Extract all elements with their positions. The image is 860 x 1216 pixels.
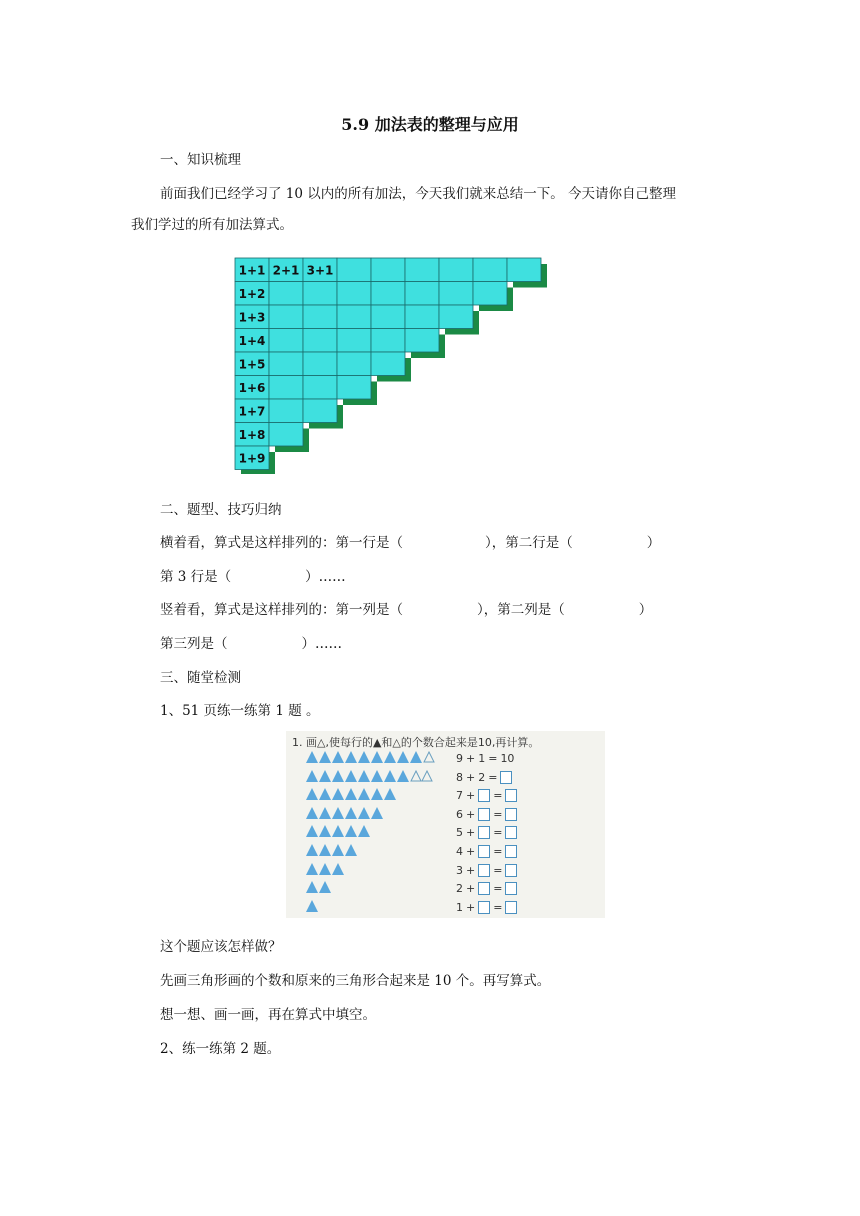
filled-triangle-icon [319, 807, 331, 819]
filled-triangle-icon [332, 751, 344, 763]
equals-sign: = [493, 882, 503, 896]
table-shadow [445, 329, 479, 335]
answer-box[interactable] [505, 826, 517, 839]
equation-right: 1 [478, 752, 486, 765]
row-question-second: ），第二行是（ [485, 535, 573, 551]
exercise-figure [286, 731, 605, 918]
row-question-line1 [160, 531, 660, 551]
table-cell-label: 1+9 [238, 451, 266, 466]
filled-triangle-icon [345, 807, 357, 819]
table-cell-label: 1+2 [238, 286, 266, 301]
answer-box[interactable] [500, 771, 512, 784]
column-question-first: 竖着看，算式是这样排列的：第一列是（ [160, 602, 403, 618]
filled-triangle-icon [345, 844, 357, 856]
table-cell [303, 305, 337, 329]
question-text: 这个题应该怎样做？ [160, 939, 282, 955]
equation-left: 2 [456, 882, 463, 896]
table-cell [473, 282, 507, 306]
row-question-line2 [160, 565, 346, 585]
table-cell-label: 1+3 [238, 310, 266, 325]
table-cell [439, 282, 473, 306]
table-cell [269, 399, 303, 423]
addition-table [231, 254, 551, 474]
triangle-row [306, 881, 331, 897]
filled-triangle-icon [306, 770, 318, 782]
table-cell-label: 1+4 [238, 333, 266, 348]
table-cell [269, 352, 303, 376]
outline-triangle-icon [421, 770, 431, 781]
column-question-line2 [160, 632, 342, 652]
filled-triangle-icon [319, 751, 331, 763]
equation-row [456, 864, 517, 877]
filled-triangle-icon [332, 844, 344, 856]
filled-triangle-icon [384, 751, 396, 763]
section1-heading: 一、知识梳理 [160, 152, 241, 168]
table-cell [405, 305, 439, 329]
triangle-row [306, 900, 318, 916]
equation-left: 4 [456, 845, 463, 858]
equals-sign: = [493, 900, 503, 914]
table-cell [439, 305, 473, 329]
table-cell [405, 258, 439, 282]
table-cell [337, 376, 371, 400]
table-cell-label: 2+1 [272, 263, 300, 278]
section1-paragraph-line1: 前面我们已经学习了 10 以内的所有加法，今天我们就来总结一下。 今天请你自己整理 [160, 186, 677, 202]
exercise-item-1: 1、51 页练一练第 1 题 。 [160, 703, 320, 719]
answer-box[interactable] [505, 789, 517, 802]
plus-sign: + [466, 826, 476, 840]
table-shadow [343, 399, 377, 405]
table-cell [337, 329, 371, 353]
table-cell [269, 329, 303, 353]
answer-box[interactable] [478, 882, 490, 895]
filled-triangle-icon [371, 751, 383, 763]
table-cell [371, 258, 405, 282]
row-question-ellipsis: ）…… [305, 569, 346, 585]
table-cell-label: 1+8 [238, 427, 266, 442]
filled-triangle-icon [397, 770, 409, 782]
triangle-row [306, 770, 431, 786]
filled-triangle-icon [358, 788, 370, 800]
filled-triangle-icon [319, 770, 331, 782]
answer-box[interactable] [505, 882, 517, 895]
filled-triangle-icon [319, 881, 331, 893]
filled-triangle-icon [306, 844, 318, 856]
equation-left: 3 [456, 863, 463, 877]
equation-left: 5 [456, 826, 463, 840]
equation-left: 7 [456, 789, 463, 803]
equation-left: 9 [456, 752, 463, 765]
equation-left: 8 [456, 770, 463, 784]
equation-left: 6 [456, 807, 463, 821]
column-question-line1 [160, 598, 652, 618]
answer-box[interactable] [505, 808, 517, 821]
column-question-close: ） [638, 602, 653, 618]
table-cell [303, 352, 337, 376]
filled-triangle-icon [332, 788, 344, 800]
table-cell [303, 376, 337, 400]
table-shadow [241, 470, 275, 475]
filled-triangle-icon [358, 825, 370, 837]
equals-sign: = [493, 845, 503, 858]
filled-triangle-icon [306, 900, 318, 912]
row-question-close: ） [646, 535, 661, 551]
filled-triangle-icon [332, 770, 344, 782]
plus-sign: + [466, 807, 476, 821]
row-question-third: 第 3 行是（ [160, 569, 232, 585]
equation-left: 1 [456, 900, 463, 914]
filled-triangle-icon [306, 863, 318, 875]
table-cell [269, 376, 303, 400]
filled-triangle-icon [397, 751, 409, 763]
filled-triangle-icon [306, 825, 318, 837]
exercise-item-2: 2、练一练第 2 题。 [160, 1041, 281, 1057]
equation-row [456, 826, 517, 839]
equation-row [456, 901, 517, 914]
table-shadow [377, 376, 411, 382]
table-cell [337, 305, 371, 329]
equals-sign: = [493, 863, 503, 877]
page-title: 5.9 加法表的整理与应用 [341, 115, 519, 134]
filled-triangle-icon [306, 881, 318, 893]
plus-sign: + [466, 845, 476, 858]
answer-line1: 先画三角形画的个数和原来的三角形合起来是 10 个。再写算式。 [160, 973, 551, 989]
section1-paragraph-line2: 我们学过的所有加法算式。 [131, 217, 293, 233]
filled-triangle-icon [384, 770, 396, 782]
table-cell-label: 3+1 [306, 263, 334, 278]
filled-triangle-icon [358, 807, 370, 819]
answer-box[interactable] [505, 901, 517, 914]
answer-box[interactable] [478, 789, 490, 802]
filled-triangle-icon [345, 788, 357, 800]
table-cell [371, 352, 405, 376]
column-question-ellipsis: ）…… [301, 636, 342, 652]
filled-triangle-icon [371, 788, 383, 800]
filled-triangle-icon [319, 788, 331, 800]
table-cell [405, 329, 439, 353]
filled-triangle-icon [384, 788, 396, 800]
filled-triangle-icon [410, 751, 422, 763]
equation-row [456, 752, 514, 765]
exercise-instruction: 1. 画△,使每行的▲和△的个数合起来是10,再计算。 [292, 736, 540, 749]
table-cell-label: 1+6 [238, 380, 266, 395]
filled-triangle-icon [332, 825, 344, 837]
column-question-second: ），第二列是（ [477, 602, 565, 618]
table-cell [269, 305, 303, 329]
equals-sign: = [493, 789, 503, 803]
equals-sign: = [488, 770, 498, 784]
filled-triangle-icon [306, 751, 318, 763]
table-cell [337, 258, 371, 282]
answer-box[interactable] [505, 845, 517, 858]
plus-sign: + [466, 900, 476, 914]
filled-triangle-icon [319, 825, 331, 837]
equals-sign: = [493, 807, 503, 821]
equation-row [456, 845, 517, 858]
table-cell [303, 329, 337, 353]
section3-heading: 三、随堂检测 [160, 670, 241, 686]
filled-triangle-icon [345, 751, 357, 763]
table-cell [371, 329, 405, 353]
table-cell [337, 282, 371, 306]
equation-row [456, 808, 517, 821]
table-shadow [275, 446, 309, 452]
filled-triangle-icon [306, 807, 318, 819]
table-shadow [411, 352, 445, 358]
table-cell [269, 423, 303, 447]
triangle-row [306, 825, 370, 841]
answer-box[interactable] [478, 845, 490, 858]
answer-box[interactable] [478, 901, 490, 914]
answer-box[interactable] [478, 808, 490, 821]
plus-sign: + [466, 770, 476, 784]
plus-sign: + [466, 789, 476, 803]
table-cell [507, 258, 541, 282]
answer-box[interactable] [478, 864, 490, 877]
outline-triangle-icon [423, 751, 433, 762]
filled-triangle-icon [319, 844, 331, 856]
filled-triangle-icon [345, 825, 357, 837]
answer-box[interactable] [478, 826, 490, 839]
equals-sign: = [488, 752, 498, 765]
table-cell-label: 1+7 [238, 404, 266, 419]
equation-right: 2 [478, 770, 486, 784]
triangle-row [306, 863, 344, 879]
table-shadow [479, 305, 513, 311]
table-cell [405, 282, 439, 306]
equation-row [456, 771, 512, 784]
table-cell [303, 282, 337, 306]
table-cell [269, 282, 303, 306]
table-cell [439, 258, 473, 282]
table-cell-label: 1+1 [238, 263, 266, 278]
triangle-row [306, 788, 396, 804]
triangle-row [306, 751, 433, 767]
filled-triangle-icon [345, 770, 357, 782]
table-cell [371, 305, 405, 329]
table-shadow [309, 423, 343, 429]
triangle-row [306, 844, 357, 860]
table-cell [303, 399, 337, 423]
filled-triangle-icon [371, 807, 383, 819]
equation-row [456, 789, 517, 802]
plus-sign: + [466, 863, 476, 877]
answer-box[interactable] [505, 864, 517, 877]
answer-line2: 想一想、画一画，再在算式中填空。 [160, 1007, 376, 1023]
triangle-row [306, 807, 383, 823]
table-cell [371, 282, 405, 306]
column-question-third: 第三列是（ [160, 636, 228, 652]
plus-sign: + [466, 882, 476, 896]
filled-triangle-icon [371, 770, 383, 782]
outline-triangle-icon [410, 770, 420, 781]
row-question-first: 横着看，算式是这样排列的：第一行是（ [160, 535, 403, 551]
filled-triangle-icon [319, 863, 331, 875]
table-shadow [513, 282, 547, 288]
table-cell [337, 352, 371, 376]
equals-sign: = [493, 826, 503, 840]
plus-sign: + [466, 752, 476, 765]
table-cell-label: 1+5 [238, 357, 266, 372]
filled-triangle-icon [332, 807, 344, 819]
filled-triangle-icon [358, 751, 370, 763]
filled-triangle-icon [358, 770, 370, 782]
filled-triangle-icon [332, 863, 344, 875]
equation-result: 10 [500, 752, 515, 765]
table-cell [473, 258, 507, 282]
equation-row [456, 882, 517, 895]
section2-heading: 二、题型、技巧归纳 [160, 502, 282, 518]
filled-triangle-icon [306, 788, 318, 800]
